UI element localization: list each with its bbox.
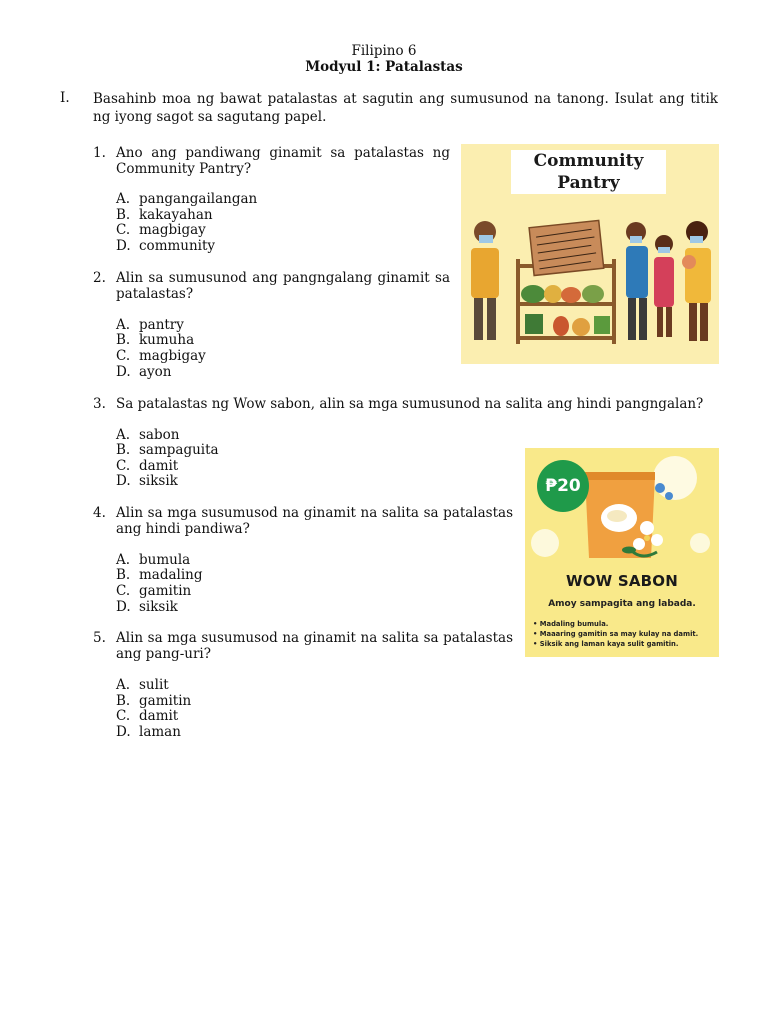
option-letter: B. xyxy=(116,207,131,223)
option-letter: A. xyxy=(116,191,131,207)
question-number: 4. xyxy=(93,505,106,521)
option-text: kumuha xyxy=(139,332,195,348)
pantry-title-line2: Pantry xyxy=(557,173,620,193)
option-letter: A. xyxy=(116,552,131,568)
option-text: sulit xyxy=(139,677,169,693)
option-letter: A. xyxy=(116,677,131,693)
option-letter: D. xyxy=(116,724,131,740)
option-text: magbigay xyxy=(139,348,206,364)
option-letter: A. xyxy=(116,317,131,333)
option-text: pantry xyxy=(139,317,184,333)
section-numeral: I. xyxy=(60,90,70,106)
option-text: siksik xyxy=(139,473,178,489)
question-number: 5. xyxy=(93,630,106,646)
option-text: damit xyxy=(139,458,179,474)
option-text: ayon xyxy=(139,364,172,380)
question-text: Ano ang pandiwang ginamit sa patalastas ng Community Pantry? xyxy=(116,145,450,177)
option-letter: C. xyxy=(116,222,131,238)
option-text: sabon xyxy=(139,427,180,443)
option-text: magbigay xyxy=(139,222,206,238)
option-letter: B. xyxy=(116,332,131,348)
pantry-title-line1: Community xyxy=(533,151,644,171)
subject-title: Filipino 6 xyxy=(351,43,417,59)
option-letter: B. xyxy=(116,442,131,458)
price-badge: ₱20 xyxy=(537,460,589,512)
question-number: 2. xyxy=(93,270,106,286)
question-text: Sa patalastas ng Wow sabon, alin sa mga sumusunod na salita ang hindi pangngalan? xyxy=(116,396,704,412)
option-text: bumula xyxy=(139,552,191,568)
option-letter: D. xyxy=(116,473,131,489)
option-text: gamitin xyxy=(139,693,192,709)
option-text: community xyxy=(139,238,216,254)
soap-tagline: Amoy sampagita ang labada. xyxy=(548,599,696,609)
soap-features xyxy=(533,619,698,649)
option-text: siksik xyxy=(139,599,178,615)
option-letter: C. xyxy=(116,708,131,724)
module-title: Modyul 1: Patalastas xyxy=(305,59,463,75)
question-text: Alin sa mga susumusod na ginamit na salita sa patalastas ang pang-uri? xyxy=(116,630,513,662)
community-pantry-ad xyxy=(461,144,719,364)
option-text: gamitin xyxy=(139,583,192,599)
option-letter: C. xyxy=(116,348,131,364)
question-number: 3. xyxy=(93,396,106,412)
option-text: laman xyxy=(139,724,181,740)
option-text: pangangailangan xyxy=(139,191,258,207)
option-text: kakayahan xyxy=(139,207,213,223)
option-letter: C. xyxy=(116,458,131,474)
soap-feature: • Madaling bumula. xyxy=(533,619,698,629)
option-letter: B. xyxy=(116,693,131,709)
option-text: madaling xyxy=(139,567,203,583)
option-letter: B. xyxy=(116,567,131,583)
option-letter: C. xyxy=(116,583,131,599)
family-icon xyxy=(626,221,711,341)
question-number: 1. xyxy=(93,145,106,161)
soap-brand: WOW SABON xyxy=(565,572,678,590)
person-icon xyxy=(471,221,499,340)
pantry-sign-icon xyxy=(529,220,604,275)
section-instructions: Basahinb moa ng bawat patalastas at sagutin ang sumusunod na tanong. Isulat ang titik ng iyong sagot sa sagutang papel. xyxy=(93,91,718,125)
option-text: damit xyxy=(139,708,179,724)
option-letter: D. xyxy=(116,238,131,254)
soap-feature: • Siksik ang laman kaya sulit gamitin. xyxy=(533,639,698,649)
option-letter: D. xyxy=(116,599,131,615)
wow-sabon-ad xyxy=(525,448,719,657)
question-text: Alin sa sumusunod ang pangngalang ginamit sa patalastas? xyxy=(116,270,450,302)
option-text: sampaguita xyxy=(139,442,219,458)
worksheet-header xyxy=(0,43,768,75)
option-letter: D. xyxy=(116,364,131,380)
question-text: Alin sa mga susumusod na ginamit na salita sa patalastas ang hindi pandiwa? xyxy=(116,505,513,537)
pantry-illustration xyxy=(461,144,719,364)
option-letter: A. xyxy=(116,427,131,443)
soap-feature: • Maaaring gamitin sa may kulay na damit. xyxy=(533,629,698,639)
